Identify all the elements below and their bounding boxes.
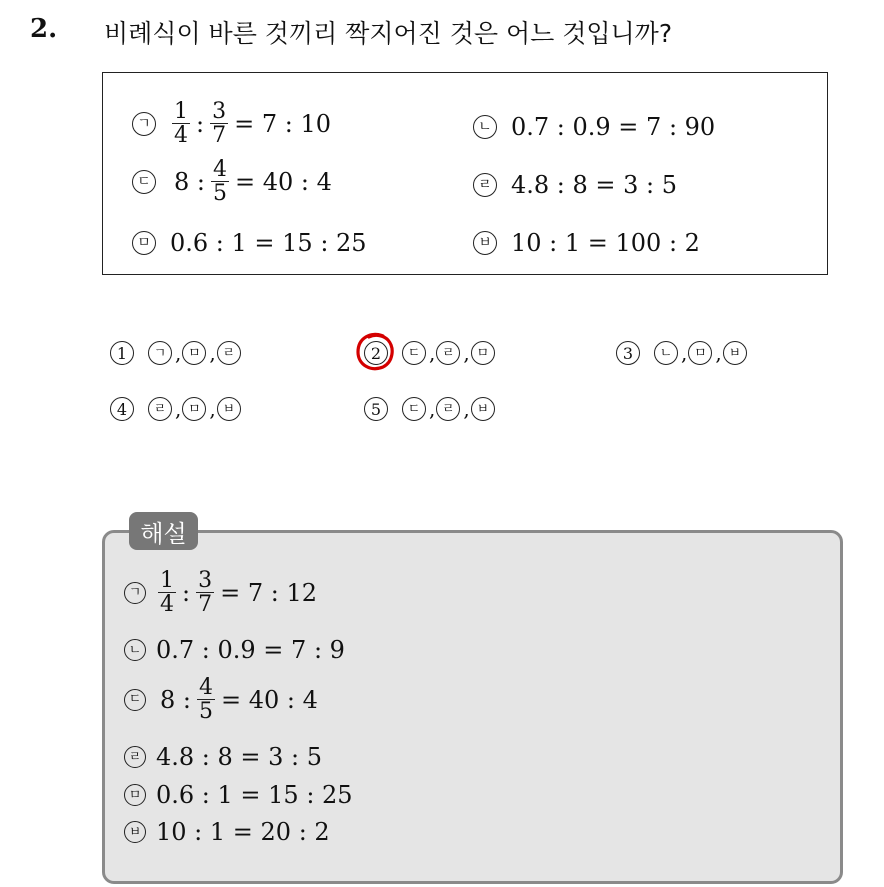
choice-4[interactable]: 4 ㄹ , ㅁ , ㅂ (110, 397, 243, 421)
fraction: $\frac{3}{7}$ (198, 568, 213, 618)
marker-icon: ㄴ (124, 639, 146, 661)
choice-2[interactable]: 2 ㄷ , ㄹ , ㅁ (364, 341, 497, 365)
solution-line-b: ㄴ 0.7 : 0.9 = 7 : 9 (124, 636, 345, 664)
selected-answer-circle-icon (353, 330, 397, 374)
fraction: $\frac{3}{7}$ (212, 99, 227, 149)
choice-number: 1 (110, 341, 134, 365)
statement-d: ㄹ 4.8 : 8 = 3 : 5 (473, 171, 677, 199)
fraction: $\frac{4}{5}$ (198, 675, 213, 725)
marker-icon: ㄴ (473, 115, 497, 139)
solution-line-d: ㄹ 4.8 : 8 = 3 : 5 (124, 743, 322, 771)
fraction: $\frac{1}{4}$ (160, 568, 174, 618)
marker-icon: ㄱ (132, 112, 156, 136)
statement-c: ㄷ 8 : $\frac{4}{5}$ = 40 : 4 (132, 158, 336, 205)
fraction: $\frac{4}{5}$ (212, 157, 227, 207)
solution-line-e: ㅁ 0.6 : 1 = 15 : 25 (124, 781, 353, 809)
choice-number: 5 (364, 397, 388, 421)
statement-b: ㄴ 0.7 : 0.9 = 7 : 90 (473, 113, 715, 141)
statement-a: ㄱ $\frac{1}{4}$ : $\frac{3}{7}$ = 7 : 10 (132, 100, 335, 147)
question-text: 비례식이 바른 것끼리 짝지어진 것은 어느 것입니까? (104, 19, 673, 48)
solution-line-c: ㄷ 8 : $\frac{4}{5}$ = 40 : 4 (124, 676, 322, 723)
marker-icon: ㄷ (132, 170, 156, 194)
marker-icon: ㄹ (124, 746, 146, 768)
marker-icon: ㅂ (473, 231, 497, 255)
marker-icon: ㄹ (473, 173, 497, 197)
statement-f: ㅂ 10 : 1 = 100 : 2 (473, 229, 700, 257)
marker-icon: ㄷ (124, 689, 146, 711)
choice-1[interactable]: 1 ㄱ , ㅁ , ㄹ (110, 341, 243, 365)
question-number: 2. (30, 14, 58, 44)
choice-number: 4 (110, 397, 134, 421)
marker-icon: ㅁ (132, 231, 156, 255)
choice-5[interactable]: 5 ㄷ , ㄹ , ㅂ (364, 397, 497, 421)
marker-icon: ㅂ (124, 821, 146, 843)
marker-icon: ㄱ (124, 582, 146, 604)
fraction: $\frac{1}{4}$ (174, 99, 188, 149)
solution-label: 해설 (129, 512, 198, 550)
marker-icon: ㅁ (124, 784, 146, 806)
statement-e: ㅁ 0.6 : 1 = 15 : 25 (132, 229, 367, 257)
choice-3[interactable]: 3 ㄴ , ㅁ , ㅂ (616, 341, 749, 365)
choice-number: 2 (364, 341, 388, 365)
solution-line-a: ㄱ $\frac{1}{4}$ : $\frac{3}{7}$ = 7 : 12 (124, 569, 321, 616)
choice-number: 3 (616, 341, 640, 365)
solution-line-f: ㅂ 10 : 1 = 20 : 2 (124, 818, 330, 846)
